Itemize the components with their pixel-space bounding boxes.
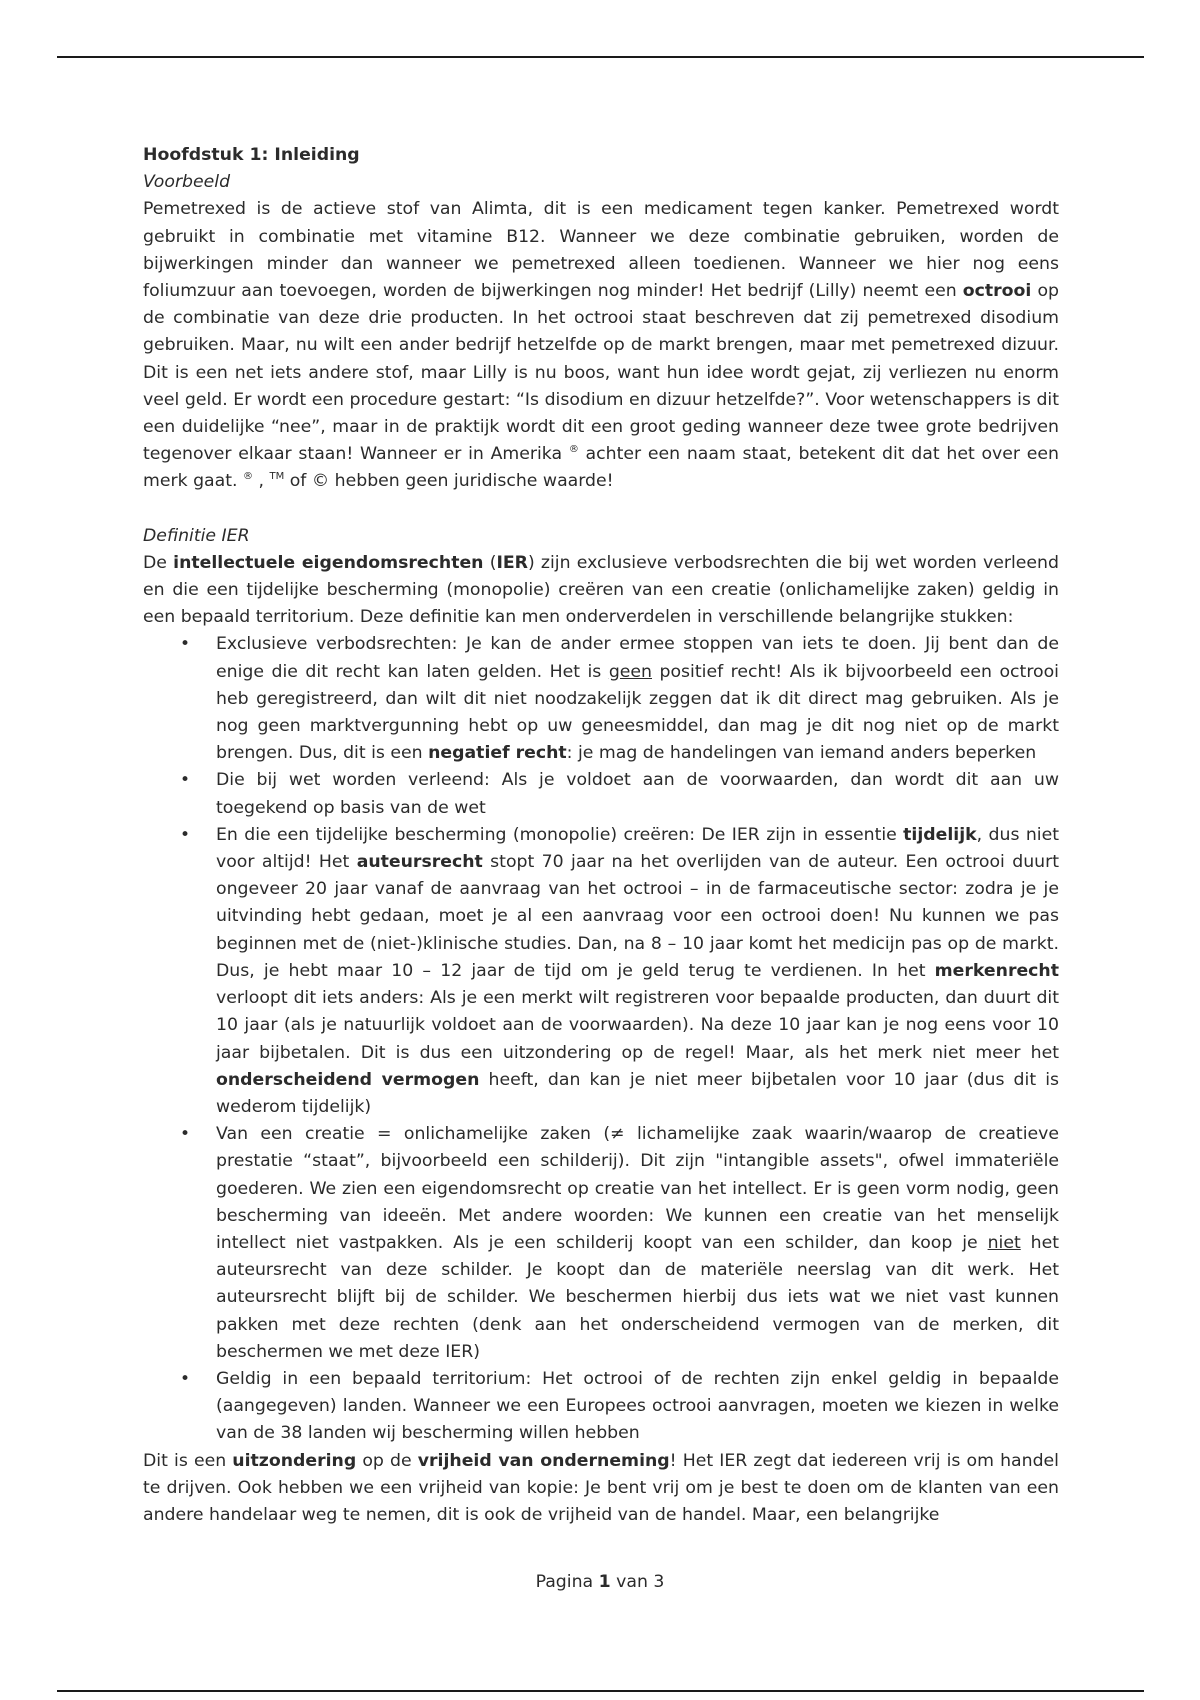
example-paragraph: Pemetrexed is de actieve stof van Alimta, dit is een medicament tegen kanker. Pemetrexed wordt gebruikt in combinatie met vitamine B12. Wanneer we deze combinatie gebruiken, worden de bijwerkingen minder dan wanneer we pemetrexed alleen toedienen. Wanneer we hier nog eens foliumzuur aan toevoegen, worden de bijwerkingen nog minder! Het bedrijf (Lilly) neemt een octrooi op de combinatie van deze drie producten. In het octrooi staat beschreven dat zij pemetrexed disodium gebruiken. Maar, nu wilt een ander bedrijf hetzelfde op de markt brengen, maar met pemetrexed dizuur. Dit is een net iets andere stof, maar Lilly is nu boos, want hun idee wordt gejat, zij verliezen nu enorm veel geld. Er wordt een procedure gestart: “Is disodium en dizuur hetzelfde?”. Voor wetenschappers is dit een duidelijke “nee”, maar in de praktijk wordt dit een groot geding wanneer deze twee grote bedrijven tegenover elkaar staan! Wanneer er in Amerika ® achter een naam staat, betekent dit dat het over een merk gaat. ® , ™ of © hebben geen juridische waarde! [143,199,1059,492]
header-rule [57,56,1144,58]
page-footer: Pagina 1 van 3 [535,1572,665,1592]
closing-paragraph: Dit is een uitzondering op de vrijheid van onderneming! Het IER zegt dat iedereen vrij is om handel te drijven. Ook hebben we een vrijheid van kopie: Je bent vrij om je best te doen om de klanten van een andere handelaar weg te nemen, dit is ook de vrijheid van de handel. Maar, een belangrijke [143,1450,1059,1525]
bold-octrooi: octrooi [962,281,1032,302]
registered-mark: ® [242,471,253,483]
chapter-heading: Hoofdstuk 1: Inleiding [143,145,360,165]
definition-subtitle: Definitie IER [143,525,250,546]
list-item: • Geldig in een bepaald territorium: Het octrooi of de rechten zijn enkel geldig in bepaalde (aangegeven) landen. Wanneer we een Europees octrooi aanvragen, moeten we kiezen in welke van de 38 landen wij bescherming willen hebben [143,1366,1059,1448]
bullet-icon: • [180,824,191,845]
bullet-icon: • [180,1368,191,1389]
current-page-number: 1 [598,1572,611,1592]
list-item: • En die een tijdelijke bescherming (monopolie) creëren: De IER zijn in essentie tijdelijk, dus niet voor altijd! Het auteursrecht stopt 70 jaar na het overlijden van de auteur. Een octrooi duurt ongeveer 20 jaar vanaf de aanvraag van het octrooi – in de farmaceutische sector: zodra je je uitvinding hebt gedaan, moet je al een aanvraag voor een octrooi doen! Nu kunnen we pas beginnen met de (niet-)klinische studies. Dan, na 8 – 10 jaar komt het medicijn pas op de markt. Dus, je hebt maar 10 – 12 jaar de tijd om je geld terug te verdienen. In het merkenrecht verloopt dit iets anders: Als je een merkt wilt registreren voor bepaalde producten, dan duurt dit 10 jaar (als je natuurlijk voldoet aan de voorwaarden). Na deze 10 jaar kan je nog eens voor 10 jaar bijbetalen. Dit is dus een uitzondering op de regel! Maar, als het merk niet meer het onderscheidend vermogen heeft, dan kan je niet meer bijbetalen voor 10 jaar (dus dit is wederom tijdelijk) [143,822,1059,1121]
footer-rule [57,1690,1144,1692]
paragraph-gap [143,496,1059,523]
bullet-icon: • [180,1124,191,1145]
example-subtitle: Voorbeeld [143,172,231,193]
bullet-icon: • [180,770,191,791]
list-item: • Exclusieve verbodsrechten: Je kan de ander ermee stoppen van iets te doen. Jij bent dan de enige die dit recht kan laten gelden. Het is geen positief recht! Als ik bijvoorbeeld een octrooi heb geregistreerd, dan wilt dit niet noodzakelijk zeggen dat ik dit direct mag gebruiken. Als je nog geen marktvergunning hebt op uw geneesmiddel, dan mag je dit nog niet op de markt brengen. Dus, dit is een negatief recht: je mag de handelingen van iemand anders beperken [143,631,1059,767]
list-item: • Van een creatie = onlichamelijke zaken (≠ lichamelijke zaak waarin/waarop de creatieve prestatie “staat”, bijvoorbeeld een schilderij). Dit zijn "intangible assets", ofwel immateriële goederen. We zien een eigendomsrecht op creatie van het intellect. Er is geen vorm nodig, geen bescherming van ideeën. Met andere woorden: We kunnen een creatie van het menselijk intellect niet vastpakken. Als je een schilderij koopt van een schilder, dan koop je niet het auteursrecht van deze schilder. Je koopt dan de materiële neerslag van dit werk. Het auteursrecht blijft bij de schilder. We beschermen hierbij dus iets wat we niet vast kunnen pakken met deze rechten (denk aan het onderscheidend vermogen van de merken, dit beschermen we met deze IER) [143,1121,1059,1366]
definition-bullet-list [143,631,1059,1447]
document-body [143,142,1059,1529]
total-pages: 3 [653,1572,665,1592]
definition-intro: De intellectuele eigendomsrechten (IER) zijn exclusieve verbodsrechten die bij wet worden verleend en die een tijdelijke bescherming (monopolie) creëren van een creatie (onlichamelijke zaken) geldig in een bepaald territorium. Deze definitie kan men onderverdelen in verschillende belangrijke stukken: [143,552,1059,628]
registered-mark: ® [568,444,579,456]
trademark-mark: TM [269,471,285,483]
list-item: • Die bij wet worden verleend: Als je voldoet aan de voorwaarden, dan wordt dit aan uw toegekend op basis van de wet [143,767,1059,821]
bullet-icon: • [180,634,191,655]
